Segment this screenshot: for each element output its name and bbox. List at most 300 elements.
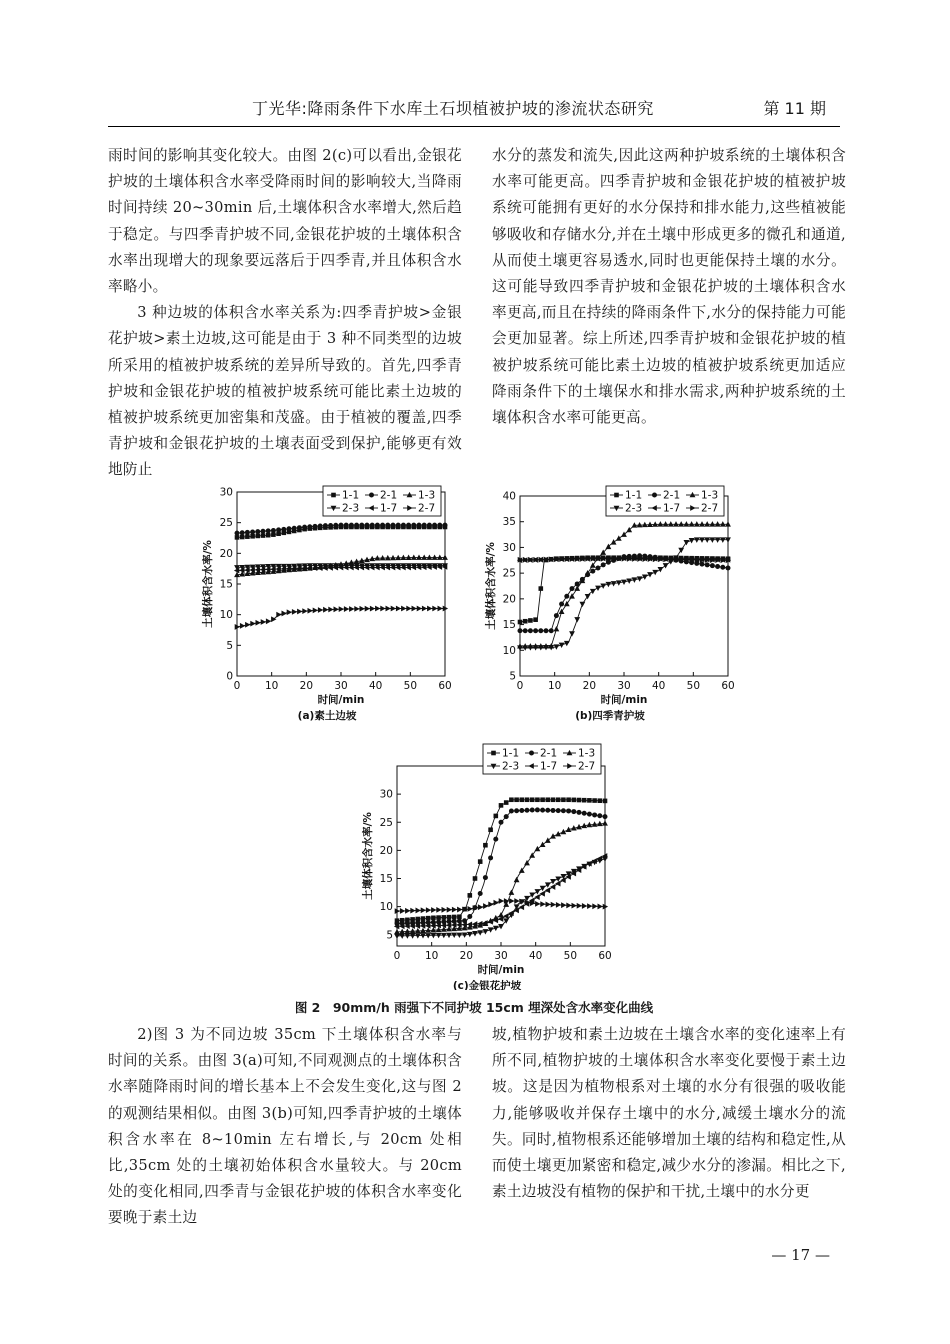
data-point-2-7 — [582, 903, 587, 909]
legend-label: 1-1 — [502, 747, 520, 760]
running-header — [108, 96, 840, 127]
data-point-2-3 — [642, 574, 648, 579]
data-point-2-1 — [339, 523, 344, 528]
legend-label: 2-7 — [578, 760, 596, 773]
data-point-2-1 — [538, 628, 543, 633]
y-tick-label: 20 — [219, 547, 233, 560]
data-point-1-7 — [545, 887, 550, 893]
chart-c — [355, 738, 625, 990]
x-tick-label: 30 — [334, 680, 348, 692]
data-point-2-7 — [276, 612, 281, 618]
data-point-1-1 — [530, 797, 535, 802]
data-point-2-7 — [546, 902, 551, 908]
running-title: 丁光华:降雨条件下水库土石坝植被护坡的渗流状态研究 — [252, 99, 654, 118]
data-point-2-7 — [432, 606, 437, 612]
data-point-2-1 — [577, 810, 582, 815]
data-point-2-1 — [292, 526, 297, 531]
x-tick-label: 50 — [563, 950, 578, 962]
data-point-1-1 — [561, 797, 566, 802]
x-tick-label: 50 — [686, 680, 701, 692]
legend-marker — [369, 493, 374, 498]
legend-label: 1-1 — [625, 489, 643, 502]
data-point-2-7 — [375, 606, 380, 612]
data-point-1-1 — [478, 859, 483, 864]
data-point-1-1 — [539, 586, 544, 591]
data-point-2-1 — [705, 562, 710, 567]
data-point-2-7 — [561, 902, 566, 908]
data-point-2-7 — [240, 623, 245, 629]
data-point-1-1 — [447, 915, 452, 920]
text-column-bottom-left — [108, 1022, 462, 1232]
text-column-top-left — [108, 143, 462, 484]
x-tick-label: 20 — [459, 950, 474, 962]
y-tick-label: 10 — [502, 644, 516, 657]
paragraph: 水分的蒸发和流失,因此这两种护坡系统的土壤体积含水率可能更高。四季青护坡和金银花护坡的植被护坡系统可能拥有更好的水分保持和排水能力,这些植被能够吸收和存储水分,并在土壤中形成更多的微孔和通道,从而使土壤更容易透水,同时也更能保持土壤的水分。这可能导致四季青护坡和金银花护坡的土壤体积含水率更高,而且在持续的降雨条件下,水分的保持能力可能会更加显著。综上所述,四季青护坡和金银花护坡的植被护坡系统可能比素土边坡的植被护坡系统更加适应降雨条件下的土壤保水和排水需求,两种护坡系统的土壤体积含水率可能更高。 — [492, 147, 846, 427]
data-point-2-1 — [596, 566, 601, 571]
chart-a — [195, 478, 465, 740]
data-point-2-1 — [603, 814, 608, 819]
legend-label: 2-1 — [380, 489, 398, 502]
data-point-2-7 — [349, 606, 354, 612]
data-point-2-7 — [266, 618, 271, 624]
x-axis-label: 时间/min — [477, 964, 525, 976]
x-tick-label: 10 — [424, 950, 439, 962]
paragraph: 雨时间的影响其变化较大。由图 2(c)可以看出,金银花护坡的土壤体积含水率受降雨时间的影响较大,当降雨时间持续 20~30min 后,土壤体积含水率增大,然后趋于稳定。与四季青护坡不同,金银花护坡的土壤体积含水率出现增大的现象要远落后于四季青,并且体积含水率略小。 — [108, 147, 462, 296]
data-point-1-1 — [525, 797, 530, 802]
data-point-2-1 — [328, 523, 333, 528]
data-point-2-7 — [483, 903, 488, 909]
data-point-2-1 — [530, 808, 535, 813]
data-point-2-1 — [396, 523, 401, 528]
data-point-2-7 — [572, 903, 577, 909]
data-point-2-1 — [726, 566, 731, 571]
data-point-2-1 — [391, 523, 396, 528]
data-point-1-3 — [540, 842, 546, 847]
data-point-2-1 — [518, 628, 523, 633]
data-point-2-3 — [569, 631, 575, 636]
legend-marker — [529, 751, 534, 756]
data-point-1-1 — [436, 915, 441, 920]
data-point-2-7 — [412, 606, 417, 612]
data-point-2-3 — [590, 589, 596, 594]
data-point-2-1 — [313, 524, 318, 529]
text-column-top-right — [492, 143, 846, 431]
y-tick-label: 10 — [219, 609, 233, 622]
chart-b — [478, 478, 748, 740]
data-point-2-1 — [422, 523, 427, 528]
legend-label: 1-3 — [701, 489, 719, 502]
data-point-2-3 — [545, 882, 551, 887]
data-point-1-1 — [535, 797, 540, 802]
data-point-2-1 — [437, 523, 442, 528]
legend-marker — [652, 493, 657, 498]
data-point-1-1 — [442, 915, 447, 920]
data-point-2-1 — [297, 525, 302, 530]
data-point-2-1 — [240, 530, 245, 535]
y-tick-label: 5 — [509, 670, 516, 683]
plot-frame — [237, 489, 445, 676]
data-point-1-1 — [488, 827, 493, 832]
data-point-1-3 — [509, 889, 515, 894]
data-point-2-1 — [427, 523, 432, 528]
data-point-1-7 — [550, 884, 555, 890]
y-tick-label: 30 — [502, 541, 516, 554]
data-point-2-7 — [421, 907, 426, 913]
x-tick-label: 50 — [403, 680, 418, 692]
data-point-2-1 — [375, 523, 380, 528]
data-point-1-1 — [452, 915, 457, 920]
data-point-2-1 — [523, 628, 528, 633]
data-point-2-1 — [571, 809, 576, 814]
x-tick-label: 30 — [494, 950, 508, 962]
data-point-2-1 — [601, 562, 606, 567]
x-tick-label: 40 — [368, 680, 383, 692]
data-point-2-1 — [715, 564, 720, 569]
y-tick-label: 20 — [379, 844, 393, 857]
data-point-2-7 — [494, 900, 499, 906]
legend-label: 1-7 — [663, 502, 681, 515]
data-point-2-7 — [313, 607, 318, 613]
data-point-1-1 — [551, 797, 556, 802]
paragraph: 2)图 3 为不同边坡 35cm 下土壤体积含水率与时间的关系。由图 3(a)可知,不同观测点的土壤体积含水率随降雨时间的增长基本上不会发生变化,这与图 2 的观测结果相似。由图 3(b)可知,四季青护坡的土壤体积含水率在 8~10min 左右增长,与 20cm 处相比,35cm 处的土壤初始体积含水量较大。与 20cm 处的变化相同,四季青与金银花护坡的体积含水率变化要晚于素土边 — [108, 1026, 462, 1227]
data-point-1-1 — [468, 893, 473, 898]
data-point-2-7 — [442, 907, 447, 913]
data-point-1-1 — [572, 798, 577, 803]
data-point-2-1 — [307, 524, 312, 529]
data-point-2-1 — [349, 523, 354, 528]
data-point-2-7 — [499, 898, 504, 904]
data-point-2-1 — [582, 811, 587, 816]
data-point-1-1 — [457, 914, 462, 919]
chart-title: (c)金银花护坡 — [452, 980, 522, 990]
data-point-1-1 — [499, 803, 504, 808]
chart-title: (b)四季青护坡 — [575, 710, 645, 722]
data-point-1-1 — [518, 620, 523, 625]
legend-label: 2-3 — [342, 502, 360, 515]
data-point-1-1 — [566, 797, 571, 802]
x-axis-label: 时间/min — [600, 694, 648, 706]
x-tick-label: 10 — [264, 680, 279, 692]
data-point-2-1 — [478, 891, 483, 896]
data-point-1-1 — [431, 916, 436, 921]
data-point-2-1 — [411, 523, 416, 528]
data-point-2-1 — [432, 523, 437, 528]
data-point-2-7 — [427, 606, 432, 612]
x-tick-label: 20 — [582, 680, 597, 692]
data-point-2-1 — [590, 569, 595, 574]
data-point-2-1 — [359, 523, 364, 528]
x-tick-label: 60 — [598, 950, 612, 962]
data-point-1-1 — [528, 618, 533, 623]
data-point-2-1 — [710, 563, 715, 568]
data-point-1-1 — [261, 533, 266, 538]
data-point-2-1 — [344, 523, 349, 528]
data-point-2-7 — [370, 606, 375, 612]
data-point-2-7 — [344, 606, 349, 612]
data-point-2-1 — [514, 808, 519, 813]
data-point-2-7 — [478, 904, 483, 910]
data-point-2-1 — [561, 808, 566, 813]
paragraph: 坡,植物护坡和素土边坡在土壤含水率的变化速率上有所不同,植物护坡的土壤体积含水率变化要慢于素土边坡。这是因为植物根系对土壤的水分有很强的吸收能力,能够吸收并保存土壤中的水分,减缓土壤水分的流失。同时,植物根系还能够增加土壤的结构和稳定性,从而使土壤更加紧密和稳定,减少水分的渗漏。相比之下,素土边坡没有植物的保护和干扰,土壤中的水分更 — [492, 1026, 846, 1201]
data-point-2-3 — [580, 602, 586, 607]
x-tick-label: 10 — [547, 680, 562, 692]
data-point-2-7 — [391, 606, 396, 612]
data-point-2-3 — [574, 617, 580, 622]
data-point-2-3 — [535, 889, 541, 894]
data-point-2-1 — [266, 528, 271, 533]
data-point-1-7 — [555, 881, 560, 887]
chart-title: (a)素土边坡 — [297, 710, 357, 722]
data-point-2-1 — [406, 523, 411, 528]
x-tick-label: 30 — [617, 680, 631, 692]
y-tick-label: 5 — [386, 929, 393, 942]
data-point-2-7 — [468, 906, 473, 912]
data-point-2-7 — [318, 607, 323, 613]
data-point-1-1 — [520, 797, 525, 802]
y-tick-label: 20 — [502, 593, 516, 606]
data-point-2-1 — [302, 525, 307, 530]
y-axis-label: 土壤体积含水率/% — [202, 540, 214, 628]
data-point-1-1 — [504, 800, 509, 805]
data-point-1-1 — [533, 617, 538, 622]
y-axis-label: 土壤体积含水率/% — [485, 542, 497, 630]
data-point-2-7 — [323, 607, 328, 613]
data-point-2-7 — [577, 903, 582, 909]
data-point-1-1 — [509, 797, 514, 802]
data-point-2-7 — [401, 606, 406, 612]
data-point-2-1 — [401, 523, 406, 528]
data-point-2-7 — [302, 608, 307, 614]
legend-label: 2-7 — [701, 502, 719, 515]
data-point-1-1 — [266, 533, 271, 538]
x-tick-label: 20 — [299, 680, 314, 692]
data-point-2-1 — [488, 855, 493, 860]
legend-label: 1-3 — [418, 489, 436, 502]
data-point-2-3 — [652, 570, 658, 575]
y-tick-label: 15 — [219, 578, 233, 591]
data-point-2-3 — [663, 563, 669, 568]
data-point-2-7 — [410, 908, 415, 914]
data-point-2-7 — [396, 606, 401, 612]
data-point-2-1 — [370, 523, 375, 528]
data-point-2-1 — [597, 813, 602, 818]
y-tick-label: 40 — [502, 490, 516, 503]
x-tick-label: 60 — [721, 680, 735, 692]
data-point-2-7 — [447, 907, 452, 913]
data-point-2-1 — [545, 808, 550, 813]
data-point-2-1 — [528, 628, 533, 633]
data-point-2-1 — [276, 527, 281, 532]
data-point-2-1 — [504, 814, 509, 819]
data-point-1-1 — [426, 916, 431, 921]
legend-label: 2-1 — [663, 489, 681, 502]
data-point-2-1 — [564, 594, 569, 599]
data-point-2-1 — [281, 527, 286, 532]
data-point-2-7 — [422, 606, 427, 612]
legend-label: 1-3 — [578, 747, 596, 760]
y-axis-label: 土壤体积含水率/% — [362, 812, 374, 900]
data-point-2-7 — [256, 620, 261, 626]
y-tick-label: 35 — [502, 516, 516, 529]
data-point-1-1 — [556, 797, 561, 802]
data-point-1-1 — [592, 798, 597, 803]
data-point-2-7 — [245, 622, 250, 628]
figure-caption: 图 2 90mm/h 雨强下不同护坡 15cm 埋深处含水率变化曲线 — [294, 1000, 654, 1015]
data-point-2-7 — [488, 901, 493, 907]
series-line-1-1 — [520, 558, 728, 622]
data-point-1-1 — [577, 798, 582, 803]
data-point-2-7 — [297, 609, 302, 615]
data-point-1-3 — [616, 535, 622, 540]
data-point-2-7 — [551, 902, 556, 908]
data-point-1-1 — [271, 532, 276, 537]
legend-label: 2-7 — [418, 502, 436, 515]
data-point-1-3 — [535, 846, 541, 851]
data-point-1-1 — [250, 534, 255, 539]
data-point-2-3 — [658, 567, 664, 572]
data-point-1-3 — [602, 820, 608, 825]
data-point-1-1 — [514, 797, 519, 802]
x-tick-label: 40 — [651, 680, 666, 692]
data-point-2-1 — [587, 812, 592, 817]
data-point-2-1 — [261, 529, 266, 534]
data-point-2-1 — [333, 523, 338, 528]
data-point-2-3 — [647, 572, 653, 577]
data-point-2-1 — [245, 530, 250, 535]
data-point-1-7 — [519, 904, 524, 910]
data-point-1-1 — [483, 843, 488, 848]
data-point-2-1 — [323, 523, 328, 528]
data-point-2-1 — [250, 529, 255, 534]
data-point-2-7 — [556, 902, 561, 908]
legend-marker — [614, 493, 619, 498]
x-tick-label: 60 — [438, 680, 452, 692]
data-point-2-7 — [416, 908, 421, 914]
data-point-2-1 — [556, 808, 561, 813]
data-point-2-7 — [436, 907, 441, 913]
data-point-2-3 — [540, 886, 546, 891]
data-point-2-7 — [431, 907, 436, 913]
data-point-2-1 — [509, 809, 514, 814]
legend-label: 1-1 — [342, 489, 360, 502]
page-number: — 17 — — [771, 1246, 830, 1264]
data-point-2-1 — [380, 523, 385, 528]
data-point-2-7 — [592, 903, 597, 909]
data-point-2-7 — [292, 609, 297, 615]
data-point-2-1 — [255, 529, 260, 534]
data-point-2-1 — [720, 565, 725, 570]
data-point-2-7 — [426, 907, 431, 913]
data-point-2-1 — [483, 875, 488, 880]
data-point-2-7 — [457, 907, 462, 913]
data-point-2-1 — [417, 523, 422, 528]
data-point-2-1 — [354, 523, 359, 528]
data-point-1-1 — [582, 798, 587, 803]
data-point-1-1 — [523, 619, 528, 624]
data-point-2-1 — [467, 914, 472, 919]
data-point-1-1 — [240, 535, 245, 540]
data-point-2-7 — [405, 908, 410, 914]
data-point-2-1 — [443, 523, 448, 528]
data-point-2-1 — [493, 837, 498, 842]
legend-label: 1-7 — [540, 760, 558, 773]
y-tick-label: 25 — [219, 517, 233, 530]
data-point-2-7 — [540, 901, 545, 907]
data-point-1-1 — [546, 797, 551, 802]
text-column-bottom-right — [492, 1022, 846, 1205]
data-point-2-7 — [308, 608, 313, 614]
data-point-2-1 — [549, 628, 554, 633]
data-point-2-7 — [354, 606, 359, 612]
data-point-2-7 — [365, 606, 370, 612]
data-point-2-1 — [385, 523, 390, 528]
data-point-2-7 — [598, 904, 603, 910]
y-tick-label: 30 — [379, 788, 393, 801]
data-point-2-7 — [452, 907, 457, 913]
data-point-2-1 — [554, 613, 559, 618]
data-point-2-1 — [365, 523, 370, 528]
data-point-2-1 — [318, 523, 323, 528]
y-tick-label: 10 — [379, 901, 393, 914]
data-point-2-7 — [282, 611, 287, 617]
data-point-2-7 — [566, 903, 571, 909]
data-point-2-7 — [287, 609, 292, 615]
x-tick-label: 0 — [516, 680, 524, 692]
data-point-2-1 — [499, 820, 504, 825]
data-point-2-7 — [509, 898, 514, 904]
y-tick-label: 5 — [226, 639, 233, 652]
data-point-2-7 — [360, 606, 365, 612]
data-point-2-7 — [386, 606, 391, 612]
series-line-2-1 — [520, 556, 728, 631]
data-point-2-1 — [566, 808, 571, 813]
data-point-2-1 — [551, 808, 556, 813]
data-point-2-7 — [328, 607, 333, 613]
data-point-2-7 — [334, 606, 339, 612]
data-point-2-7 — [438, 606, 443, 612]
legend-marker — [331, 493, 336, 498]
data-point-2-3 — [550, 879, 556, 884]
data-point-2-1 — [559, 602, 564, 607]
data-point-1-3 — [545, 837, 551, 842]
legend-label: 2-3 — [625, 502, 643, 515]
data-point-2-3 — [529, 893, 535, 898]
data-point-1-1 — [587, 798, 592, 803]
legend-label: 2-1 — [540, 747, 558, 760]
issue-number: 第 11 期 — [763, 99, 826, 118]
legend-label: 1-7 — [380, 502, 398, 515]
data-point-1-1 — [245, 534, 250, 539]
y-tick-label: 25 — [502, 567, 516, 580]
paragraph: 3 种边坡的体积含水率关系为:四季青护坡>金银花护坡>素土边坡,这可能是由于 3 种不同类型的边坡所采用的植被护坡系统的差异所导致的。首先,四季青护坡和金银花护坡的植被护坡系统可能比素土边坡的植被护坡系统更加密集和茂盛。由于植被的覆盖,四季青护坡和金银花护坡的土壤表面受到保护,能够更有效地防止 — [108, 304, 462, 479]
data-point-2-1 — [570, 586, 575, 591]
data-point-2-7 — [261, 619, 266, 625]
y-tick-label: 15 — [502, 619, 516, 632]
data-point-1-1 — [235, 535, 240, 540]
data-point-2-1 — [235, 531, 240, 536]
data-point-2-7 — [400, 908, 405, 914]
data-point-2-1 — [535, 807, 540, 812]
data-point-1-1 — [598, 798, 603, 803]
data-point-2-1 — [533, 628, 538, 633]
data-point-1-3 — [514, 877, 520, 882]
data-point-1-1 — [256, 534, 261, 539]
data-point-1-1 — [473, 876, 478, 881]
y-tick-label: 25 — [379, 816, 393, 829]
data-point-1-7 — [503, 913, 508, 919]
data-point-1-1 — [494, 814, 499, 819]
data-point-1-1 — [603, 799, 608, 804]
